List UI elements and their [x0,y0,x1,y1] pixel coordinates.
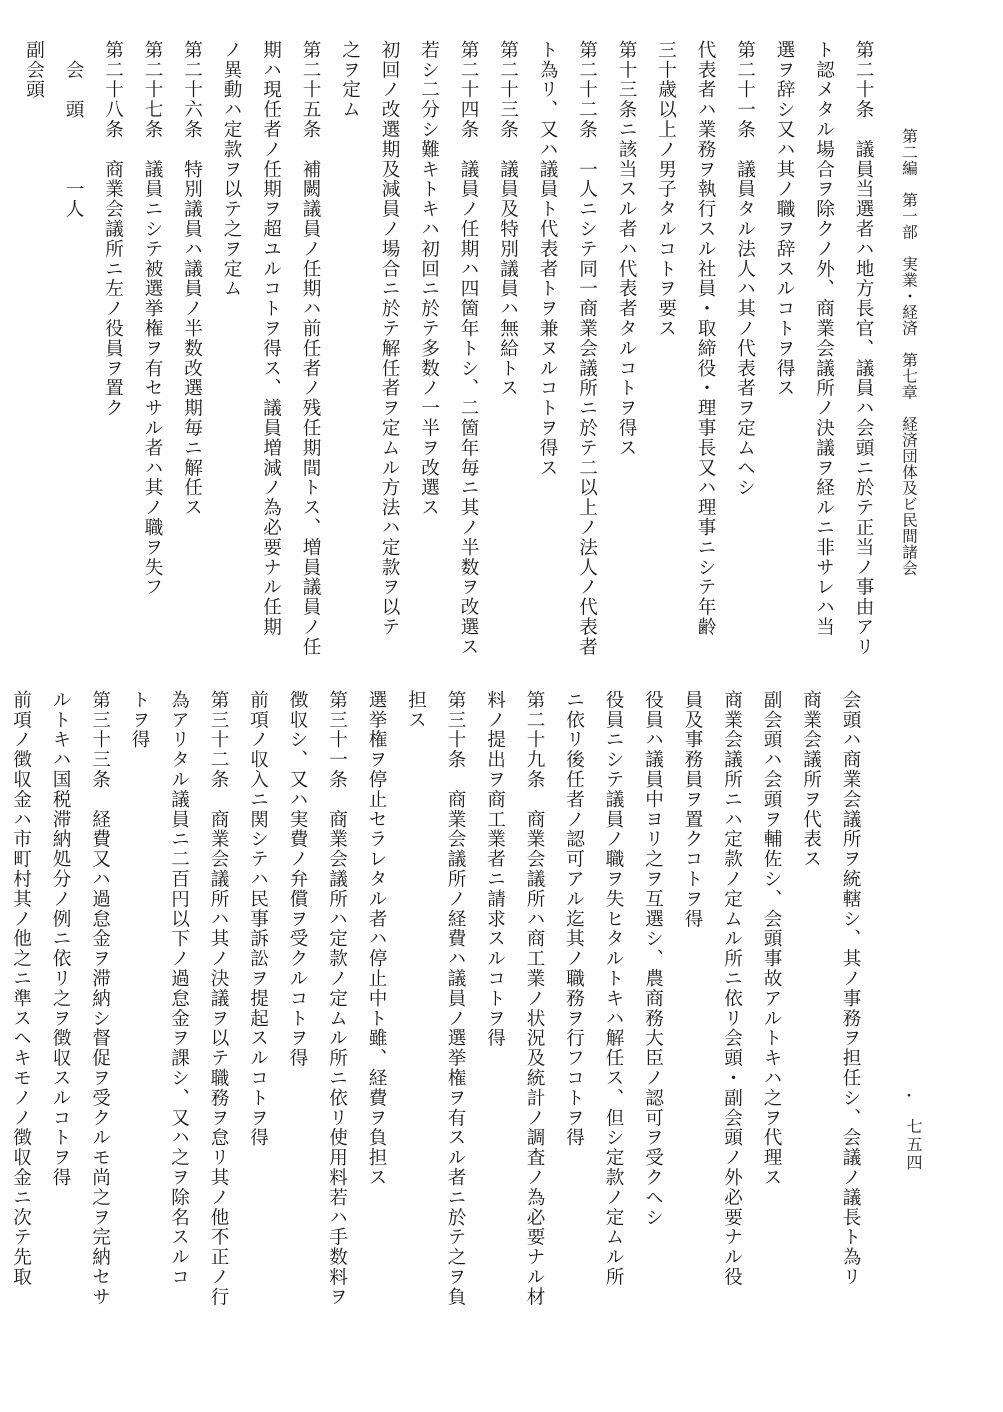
text-column: ルトキハ国税滞納処分ノ例ニ依リ之ヲ徴収スルコトヲ得 [50,690,71,1188]
text-column: 第二十九条 商業会議所ハ商工業ノ状況及統計ノ調査ノ為必要ナル材 [524,690,545,1307]
text-column: ノ異動ハ定款ヲ以テ之ヲ定ム [221,40,242,299]
running-title: 第二編 第一部 実業・経済 第七章 経済団体及ビ民間諸会 [900,128,918,576]
text-column: 第二十条 議員当選者ハ地方長官、議員ハ会頭ニ於テ正当ノ事由アリ [853,40,874,657]
text-column: 選挙権ヲ停止セラレタル者ハ停止中ト雖、経費ヲ負担ス [366,690,387,1188]
text-column: 第二十七条 議員ニシテ被選挙権ヲ有セサル者ハ其ノ職ヲ失フ [142,40,163,598]
text-column: 第三十条 商業会議所ノ経費ハ議員ノ選挙権ヲ有スル者ニ於テ之ヲ負 [445,690,466,1307]
text-column: 初回ノ改選期及減員ノ場合ニ於テ解任者ヲ定ムル方法ハ定款ヲ以テ [379,40,400,637]
text-column: 副会頭 [23,40,45,100]
text-column: 副会頭ハ会頭ヲ輔佐シ、会頭事故アルトキハ之ヲ代理ス [761,690,782,1188]
text-column: 之ヲ定ム [339,40,361,120]
text-column: 料ノ提出ヲ商工業者ニ請求スルコトヲ得 [484,690,506,1049]
text-column: 徴収シ、又ハ実費ノ弁償ヲ受クルコトヲ得 [287,690,308,1069]
text-column: 第二十三条 議員及特別議員ハ無給トス [497,40,519,399]
text-column: 第十三条ニ該当スル者ハ代表者タルコトヲ得ス [616,40,637,458]
text-column: 商業会議所ニハ定款ノ定ムル所ニ依リ会頭・副会頭ノ外必要ナル役 [721,690,743,1287]
text-column: 第二十五条 補闕議員ノ任期ハ前任者ノ残任期間トス、増員議員ノ任 [300,40,321,657]
text-column: 担ス [405,690,427,730]
text-column: 会 頭 一人 [63,40,84,220]
text-column: 第三十三条 経費又ハ過怠金ヲ滞納シ督促ヲ受クルモ尚之ヲ完納セサ [89,690,111,1307]
text-column: 第二十四条 議員ノ任期ハ四箇年トシ、二箇年毎ニ其ノ半数ヲ改選ス [458,40,479,657]
text-column: 役員ハ議員中ヨリ之ヲ互選シ、農商務大臣ノ認可ヲ受クヘシ [642,690,664,1228]
text-column: ト認メタル場合ヲ除クノ外、商業会議所ノ決議ヲ経ルニ非サレハ当 [813,40,835,637]
text-column: 為アリタル議員ニ二百円以下ノ過怠金ヲ課シ、又ハ之ヲ除名スルコ [168,690,190,1287]
text-column: 前項ノ徴収金ハ市町村其ノ他之ニ準スヘキモノノ徴収金ニ次テ先取 [10,690,32,1287]
text-column: 第二十八条 商業会議所ニ左ノ役員ヲ置ク [102,40,124,419]
upper-text-block [23,40,883,660]
text-column: 会頭ハ商業会議所ヲ統轄シ、其ノ事務ヲ担任シ、会議ノ議長ト為リ [840,690,861,1287]
margin-dot: ・ [902,1089,916,1105]
page-number: 七五四 [904,1118,923,1172]
text-column: 前項ノ収入ニ関シテハ民事訴訟ヲ提起スルコトヲ得 [247,690,269,1148]
text-column: 代表者ハ業務ヲ執行スル社員・取締役・理事長又ハ理事ニシテ年齢 [695,40,716,637]
text-column: 若シ二分シ難キトキハ初回ニ於テ多数ノ一半ヲ改選ス [418,40,440,518]
text-column: 期ハ現任者ノ任期ヲ超ユルコトヲ得ス、議員増減ノ為必要ナル任期 [260,40,282,637]
text-column: 員及事務員ヲ置クコトヲ得 [682,690,703,929]
text-column: 第二十六条 特別議員ハ議員ノ半数改選期毎ニ解任ス [181,40,203,518]
text-column: 第二十二条 一人ニシテ同一商業会議所ニ於テ二以上ノ法人ノ代表者 [576,40,598,657]
text-column: ニ依リ後任者ノ認可アル迄其ノ職務ヲ行フコトヲ得 [563,690,585,1148]
text-column: 三十歳以上ノ男子タルコトヲ要ス [655,40,677,339]
text-column: 選ヲ辞シ又ハ其ノ職ヲ辞スルコトヲ得ス [774,40,795,399]
text-column: 第二十一条 議員タル法人ハ其ノ代表者ヲ定ムヘシ [734,40,756,498]
text-column: 商業会議所ヲ代表ス [800,690,822,870]
text-column: 第三十二条 商業会議所ハ其ノ決議ヲ以テ職務ヲ怠リ其ノ他不正ノ行 [208,690,229,1307]
text-column: トヲ得 [129,690,150,750]
text-column: ト為リ、又ハ議員ト代表者トヲ兼ヌルコトヲ得ス [537,40,558,478]
text-column: 役員ニシテ議員ノ職ヲ失ヒタルトキハ解任ス、但シ定款ノ定ムル所 [603,690,624,1287]
text-column: 第三十一条 商業会議所ハ定款ノ定ムル所ニ依リ使用料若ハ手数料ヲ [326,690,348,1307]
lower-text-block [10,690,870,1310]
